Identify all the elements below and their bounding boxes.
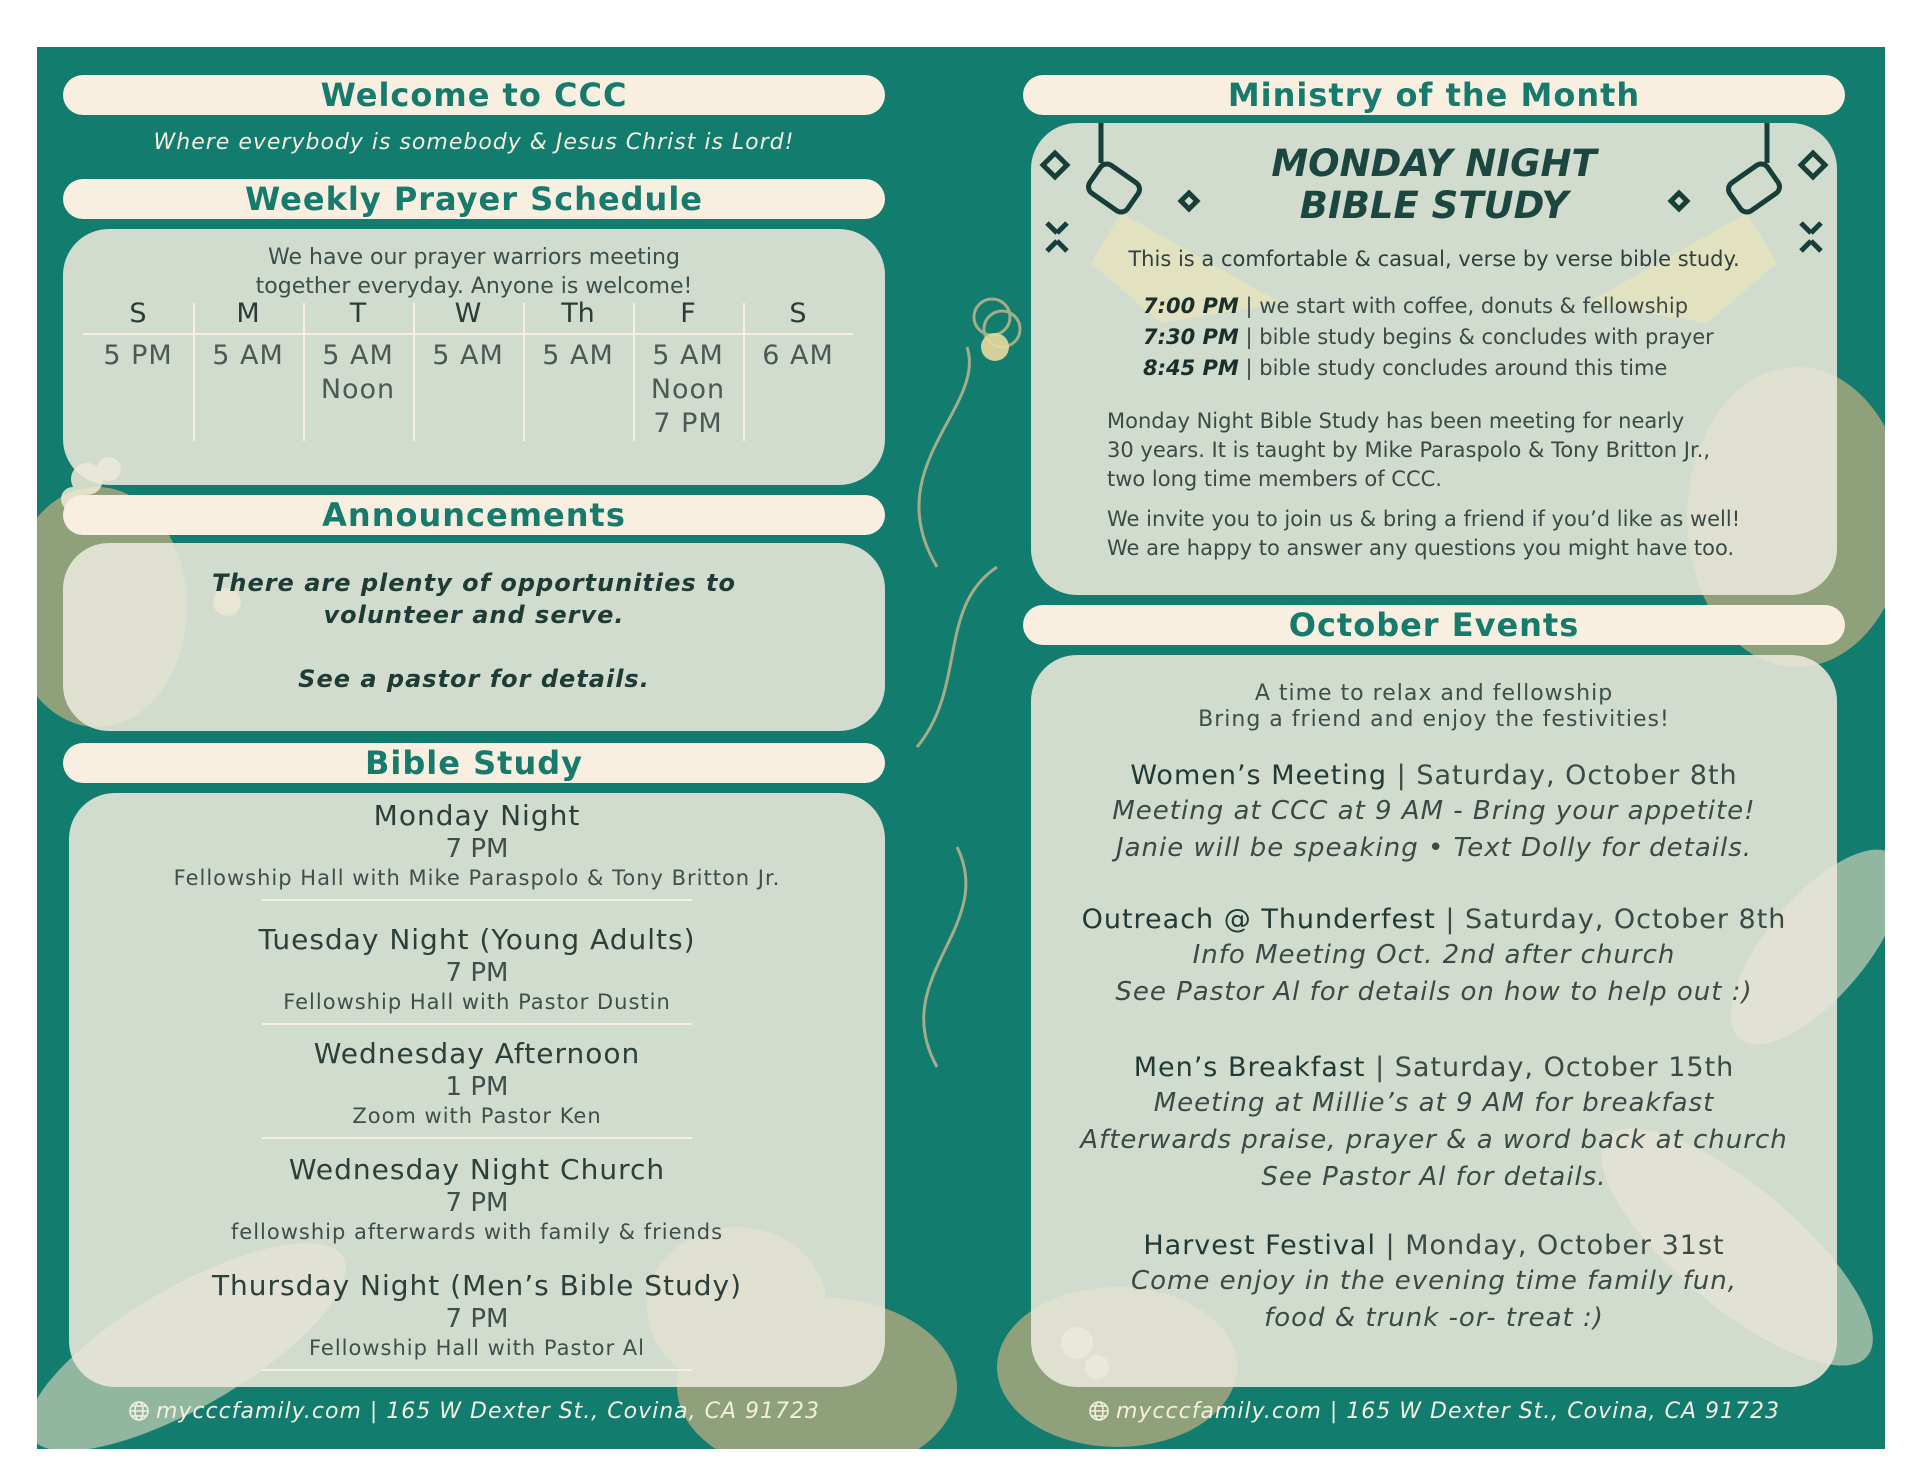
- october-events-panel: [1031, 655, 1837, 1387]
- footer-address: mycccfamily.com | 165 W Dexter St., Covina, CA 91723: [1115, 1399, 1781, 1424]
- ministry-panel: [1031, 123, 1837, 595]
- prayer-intro-line-2: together everyday. Anyone is welcome!: [255, 274, 693, 299]
- welcome-tagline: Where everybody is somebody & Jesus Christ is Lord!: [153, 130, 795, 155]
- study-title: Wednesday Afternoon: [313, 1037, 641, 1070]
- event-line: food & trunk -or- treat :): [1264, 1303, 1604, 1333]
- welcome-title: Welcome to CCC: [63, 75, 885, 115]
- day-time: 6 AM: [762, 340, 834, 371]
- bible-study-item: [69, 1037, 885, 1139]
- announcement-line-3: See a pastor for details.: [298, 665, 650, 693]
- footer-left: [63, 1399, 885, 1424]
- ministry-schedule: [1143, 291, 1714, 384]
- event-date: | Saturday, October 15th: [1365, 1052, 1735, 1083]
- day-header: W: [413, 297, 523, 335]
- study-detail: Zoom with Pastor Ken: [352, 1104, 602, 1128]
- prayer-day-saturday: [743, 297, 853, 441]
- event-date: | Saturday, October 8th: [1387, 760, 1738, 791]
- day-time: Noon: [650, 374, 726, 405]
- right-column: [1023, 47, 1845, 1449]
- study-title: Wednesday Night Church: [288, 1153, 666, 1186]
- event-line: See Pastor Al for details on how to help out :): [1115, 977, 1753, 1007]
- events-intro: [1031, 681, 1837, 733]
- bible-study-item: [69, 1269, 885, 1371]
- paragraph-line: We invite you to join us & bring a friend if you’d like as well!: [1107, 507, 1741, 531]
- divider: [262, 1369, 692, 1371]
- october-events-title: October Events: [1023, 605, 1845, 645]
- study-title: Thursday Night (Men’s Bible Study): [211, 1269, 743, 1302]
- event-name: Outreach @ Thunderfest: [1081, 904, 1436, 935]
- prayer-intro-line-1: We have our prayer warriors meeting: [268, 245, 680, 270]
- event-line: Afterwards praise, prayer & a word back at church: [1080, 1125, 1788, 1155]
- study-time: 7 PM: [445, 1304, 509, 1334]
- prayer-day-sunday: [83, 297, 193, 441]
- event-line: Come enjoy in the evening time family fun,: [1130, 1266, 1738, 1296]
- prayer-days-table: [83, 297, 853, 441]
- event-line: Janie will be speaking • Text Dolly for details.: [1115, 833, 1753, 863]
- ministry-intro: This is a comfortable & casual, verse by verse bible study.: [1128, 247, 1740, 271]
- schedule-text: | bible study begins & concludes with prayer: [1238, 325, 1714, 349]
- events-intro-line-1: A time to relax and fellowship: [1254, 681, 1614, 706]
- day-time: 7 PM: [653, 408, 723, 439]
- study-time: 7 PM: [445, 958, 509, 988]
- ministry-title: Ministry of the Month: [1023, 75, 1845, 115]
- prayer-day-thursday: [523, 297, 633, 441]
- event-date: | Monday, October 31st: [1375, 1230, 1725, 1261]
- schedule-row: [1143, 291, 1714, 322]
- schedule-time: 7:30 PM: [1143, 325, 1239, 349]
- study-title: Tuesday Night (Young Adults): [258, 923, 696, 956]
- day-header: F: [633, 297, 743, 335]
- divider: [262, 899, 692, 901]
- prayer-day-friday: [633, 297, 743, 441]
- announcement-line-2: volunteer and serve.: [323, 601, 625, 629]
- bible-study-item: [69, 799, 885, 901]
- study-detail: fellowship afterwards with family & friends: [230, 1220, 724, 1244]
- footer-right: [1023, 1399, 1845, 1424]
- divider: [262, 1023, 692, 1025]
- event-name: Women’s Meeting: [1130, 760, 1388, 791]
- event-date: | Saturday, October 8th: [1435, 904, 1787, 935]
- day-time: 5 AM: [432, 340, 504, 371]
- event-line: See Pastor Al for details.: [1261, 1162, 1607, 1192]
- bulletin-sheet: [37, 47, 1885, 1449]
- schedule-time: 7:00 PM: [1143, 294, 1239, 318]
- day-header: Th: [523, 297, 633, 335]
- ministry-paragraph-2: [1107, 505, 1787, 563]
- day-time: 5 AM: [542, 340, 614, 371]
- day-header: S: [83, 297, 193, 335]
- prayer-day-wednesday: [413, 297, 523, 441]
- schedule-text: | bible study concludes around this time: [1238, 356, 1668, 380]
- day-time: 5 AM: [652, 340, 724, 371]
- ministry-heading: [1031, 143, 1837, 227]
- ministry-paragraph-1: [1107, 407, 1787, 494]
- day-time: 5 AM: [212, 340, 284, 371]
- bible-study-item: [69, 1153, 885, 1245]
- study-time: 7 PM: [445, 834, 509, 864]
- day-time: 5 AM: [322, 340, 394, 371]
- event-name: Harvest Festival: [1143, 1230, 1376, 1261]
- day-header: T: [303, 297, 413, 335]
- day-header: S: [743, 297, 853, 335]
- bible-study-item: [69, 923, 885, 1025]
- prayer-day-tuesday: [303, 297, 413, 441]
- paragraph-line: Monday Night Bible Study has been meeting for nearly: [1107, 409, 1685, 433]
- announcement-line-1: There are plenty of opportunities to: [211, 569, 736, 597]
- day-time: Noon: [320, 374, 396, 405]
- paragraph-line: 30 years. It is taught by Mike Paraspolo & Tony Britton Jr.,: [1107, 438, 1711, 462]
- globe-icon: [128, 1400, 150, 1422]
- schedule-text: | we start with coffee, donuts & fellowship: [1238, 294, 1689, 318]
- study-detail: Fellowship Hall with Pastor Dustin: [283, 990, 671, 1014]
- prayer-schedule-panel: [63, 229, 885, 485]
- schedule-row: [1143, 353, 1714, 384]
- day-time: 5 PM: [103, 340, 173, 371]
- ministry-heading-line-2: BIBLE STUDY: [1299, 184, 1569, 227]
- event-item: [1031, 759, 1837, 867]
- paragraph-line: We are happy to answer any questions you might have too.: [1107, 536, 1735, 560]
- event-line: Meeting at CCC at 9 AM - Bring your appetite!: [1112, 796, 1756, 826]
- prayer-day-monday: [193, 297, 303, 441]
- ministry-heading-line-1: MONDAY NIGHT: [1271, 142, 1597, 185]
- event-item: [1031, 1229, 1837, 1337]
- bible-study-title: Bible Study: [63, 743, 885, 783]
- study-detail: Fellowship Hall with Mike Paraspolo & Tony Britton Jr.: [173, 866, 781, 890]
- event-name: Men’s Breakfast: [1133, 1052, 1366, 1083]
- study-detail: Fellowship Hall with Pastor Al: [309, 1336, 645, 1360]
- event-item: [1031, 903, 1837, 1011]
- announcements-title: Announcements: [63, 495, 885, 535]
- event-line: Meeting at Millie’s at 9 AM for breakfast: [1153, 1088, 1715, 1118]
- bible-study-panel: [69, 793, 885, 1387]
- study-time: 7 PM: [445, 1188, 509, 1218]
- schedule-time: 8:45 PM: [1143, 356, 1239, 380]
- left-column: [63, 47, 885, 1449]
- events-intro-line-2: Bring a friend and enjoy the festivities!: [1198, 707, 1670, 732]
- prayer-schedule-title: Weekly Prayer Schedule: [63, 179, 885, 219]
- paragraph-line: two long time members of CCC.: [1107, 467, 1442, 491]
- prayer-intro: [63, 243, 885, 301]
- divider: [262, 1137, 692, 1139]
- announcements-panel: [63, 543, 885, 731]
- event-line: Info Meeting Oct. 2nd after church: [1192, 940, 1676, 970]
- event-item: [1031, 1051, 1837, 1196]
- schedule-row: [1143, 322, 1714, 353]
- globe-icon: [1088, 1400, 1110, 1422]
- study-time: 1 PM: [445, 1072, 509, 1102]
- footer-address: mycccfamily.com | 165 W Dexter St., Covina, CA 91723: [155, 1399, 821, 1424]
- study-title: Monday Night: [373, 799, 581, 832]
- day-header: M: [193, 297, 303, 335]
